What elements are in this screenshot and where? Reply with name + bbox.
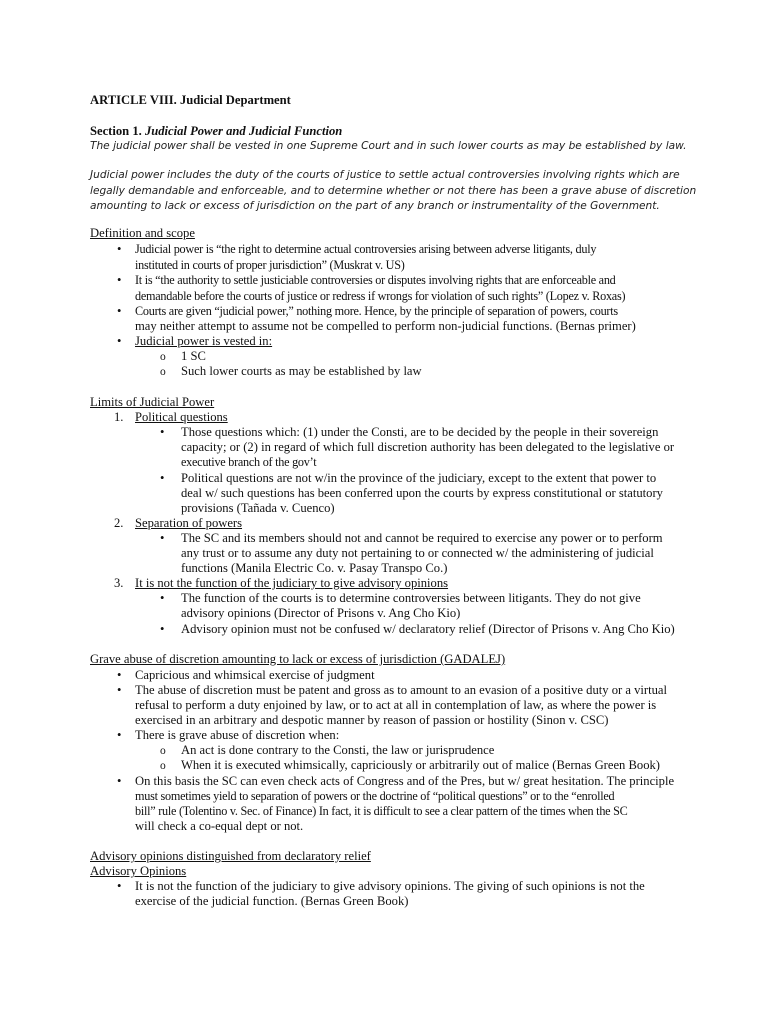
limits-item-2-bullet-1-cont: any trust or to assume any duty not pertaining to or connected w/ the administering of judicial [181,546,654,560]
limits-item-1-bullet-1-cont: capacity; or (2) in regard of which full discretion authority has been delegated to the legislative or [181,440,675,454]
section-text-2-line: legally demandable and enforceable, and to determine whether or not there has been a grave abuse of discretion [90,185,697,197]
limits-item-2-bullet-1-cont: functions (Manila Electric Co. v. Pasay Transpo Co.) [181,561,448,575]
limits-item-1: Political questions [135,410,228,424]
limits-item-1-bullet-2-cont: provisions (Tañada v. Cuenco) [181,501,335,515]
gadalej-heading: Grave abuse of discretion amounting to lack or excess of jurisdiction (GADALEJ) [90,652,506,666]
gadalej-bullet-1: Capricious and whimsical exercise of judgment [135,668,375,682]
bullet-glyph: • [117,774,122,788]
bullet-glyph: • [160,591,165,605]
advisory-heading: Advisory opinions distinguished from declaratory relief [90,849,371,863]
definition-bullet-2: It is “the authority to settle justiciable controversies or disputes involving rights that are enforceable and [135,273,616,287]
definition-bullet-4: Judicial power is vested in: [135,334,273,348]
gadalej-bullet-3: There is grave abuse of discretion when: [135,728,340,742]
advisory-bullet-1-cont: exercise of the judicial function. (Bernas Green Book) [135,894,409,908]
definition-heading: Definition and scope [90,226,195,240]
gadalej-bullet-2-cont: exercised in an arbitrary and despotic manner by reason of passion or hostility (Sinon v. CSC) [135,713,609,727]
section-title: Judicial Power and Judicial Function [144,124,343,138]
section-number: Section 1. [90,124,142,138]
list-number: 3. [114,576,124,590]
gadalej-bullet-4-cont: must sometimes yield to separation of powers or the doctrine of “political questions” or to the “enrolled [135,789,615,803]
gadalej-sub-1: An act is done contrary to the Consti, the law or jurisprudence [181,743,495,757]
limits-item-1-bullet-1-cont: executive branch of the gov’t [181,455,317,469]
sub-bullet-glyph: o [160,351,166,363]
gadalej-bullet-2: The abuse of discretion must be patent and gross as to amount to an evasion of a positive duty or a virtual [135,683,667,697]
limits-heading: Limits of Judicial Power [90,395,215,409]
gadalej-bullet-4-cont: bill” rule (Tolentino v. Sec. of Finance) In fact, it is difficult to see a clear pattern of the times when the SC [135,804,628,818]
section-text-2-line: Judicial power includes the duty of the courts of justice to settle actual controversies involving rights which are [90,169,680,181]
gadalej-bullet-4-cont: will check a co-equal dept or not. [135,819,304,833]
bullet-glyph: • [160,622,165,636]
definition-bullet-1: Judicial power is “the right to determine actual controversies arising between adverse litigants, duly [135,242,597,256]
limits-item-3-bullet-2: Advisory opinion must not be confused w/ declaratory relief (Director of Prisons v. Ang Cho Kio) [181,622,675,636]
limits-item-2-bullet-1: The SC and its members should not and cannot be required to exercise any power or to perform [181,531,663,545]
bullet-glyph: • [117,273,122,287]
limits-item-2: Separation of powers [135,516,243,530]
bullet-glyph: • [117,242,122,256]
bullet-glyph: • [117,334,122,348]
bullet-glyph: • [160,531,165,545]
limits-item-3-bullet-1: The function of the courts is to determine controversies between litigants. They do not give [181,591,641,605]
limits-item-1-bullet-1: Those questions which: (1) under the Consti, are to be decided by the people in their sovereign [181,425,659,439]
sub-bullet-glyph: o [160,760,166,772]
definition-bullet-3-cont: may neither attempt to assume not be compelled to perform non-judicial functions. (Bernas primer) [135,319,636,333]
advisory-subheading: Advisory Opinions [90,864,187,878]
definition-sub-2: Such lower courts as may be established by law [181,364,422,378]
sub-bullet-glyph: o [160,366,166,378]
list-number: 1. [114,410,124,424]
definition-sub-1: 1 SC [181,349,206,363]
section-text-2-line: amounting to lack or excess of jurisdiction on the part of any branch or instrumentality of the Government. [90,200,660,212]
gadalej-sub-2: When it is executed whimsically, capriciously or arbitrarily out of malice (Bernas Green Book) [181,758,660,772]
definition-bullet-2-cont: demandable before the courts of justice or redress if wrongs for violation of such rights” (Lopez v. Roxas) [135,289,626,303]
list-number: 2. [114,516,124,530]
bullet-glyph: • [160,471,165,485]
advisory-bullet-1: It is not the function of the judiciary to give advisory opinions. The giving of such opinions is not the [135,879,645,893]
limits-item-1-bullet-2: Political questions are not w/in the province of the judiciary, except to the extent that power to [181,471,657,485]
definition-bullet-3: Courts are given “judicial power,” nothing more. Hence, by the principle of separation of powers, courts [135,304,618,318]
limits-item-1-bullet-2-cont: deal w/ such questions has been conferred upon the courts by express constitutional or statutory [181,486,663,500]
definition-bullet-1-cont: instituted in courts of proper jurisdiction” (Muskrat v. US) [135,258,405,272]
limits-item-3: It is not the function of the judiciary to give advisory opinions [135,576,449,590]
section-text-1: The judicial power shall be vested in one Supreme Court and in such lower courts as may be established by law. [90,140,687,152]
bullet-glyph: • [117,668,122,682]
gadalej-bullet-4: On this basis the SC can even check acts of Congress and of the Pres, but w/ great hesitation. The principle [135,774,675,788]
bullet-glyph: • [117,728,122,742]
section-heading [90,124,342,139]
article-title: ARTICLE VIII. Judicial Department [90,93,291,107]
bullet-glyph: • [117,879,122,893]
bullet-glyph: • [117,304,122,318]
limits-item-3-bullet-1-cont: advisory opinions (Director of Prisons v. Ang Cho Kio) [181,606,461,620]
bullet-glyph: • [160,425,165,439]
bullet-glyph: • [117,683,122,697]
sub-bullet-glyph: o [160,745,166,757]
gadalej-bullet-2-cont: refusal to perform a duty enjoined by law, or to act at all in contemplation of law, as where the power is [135,698,657,712]
